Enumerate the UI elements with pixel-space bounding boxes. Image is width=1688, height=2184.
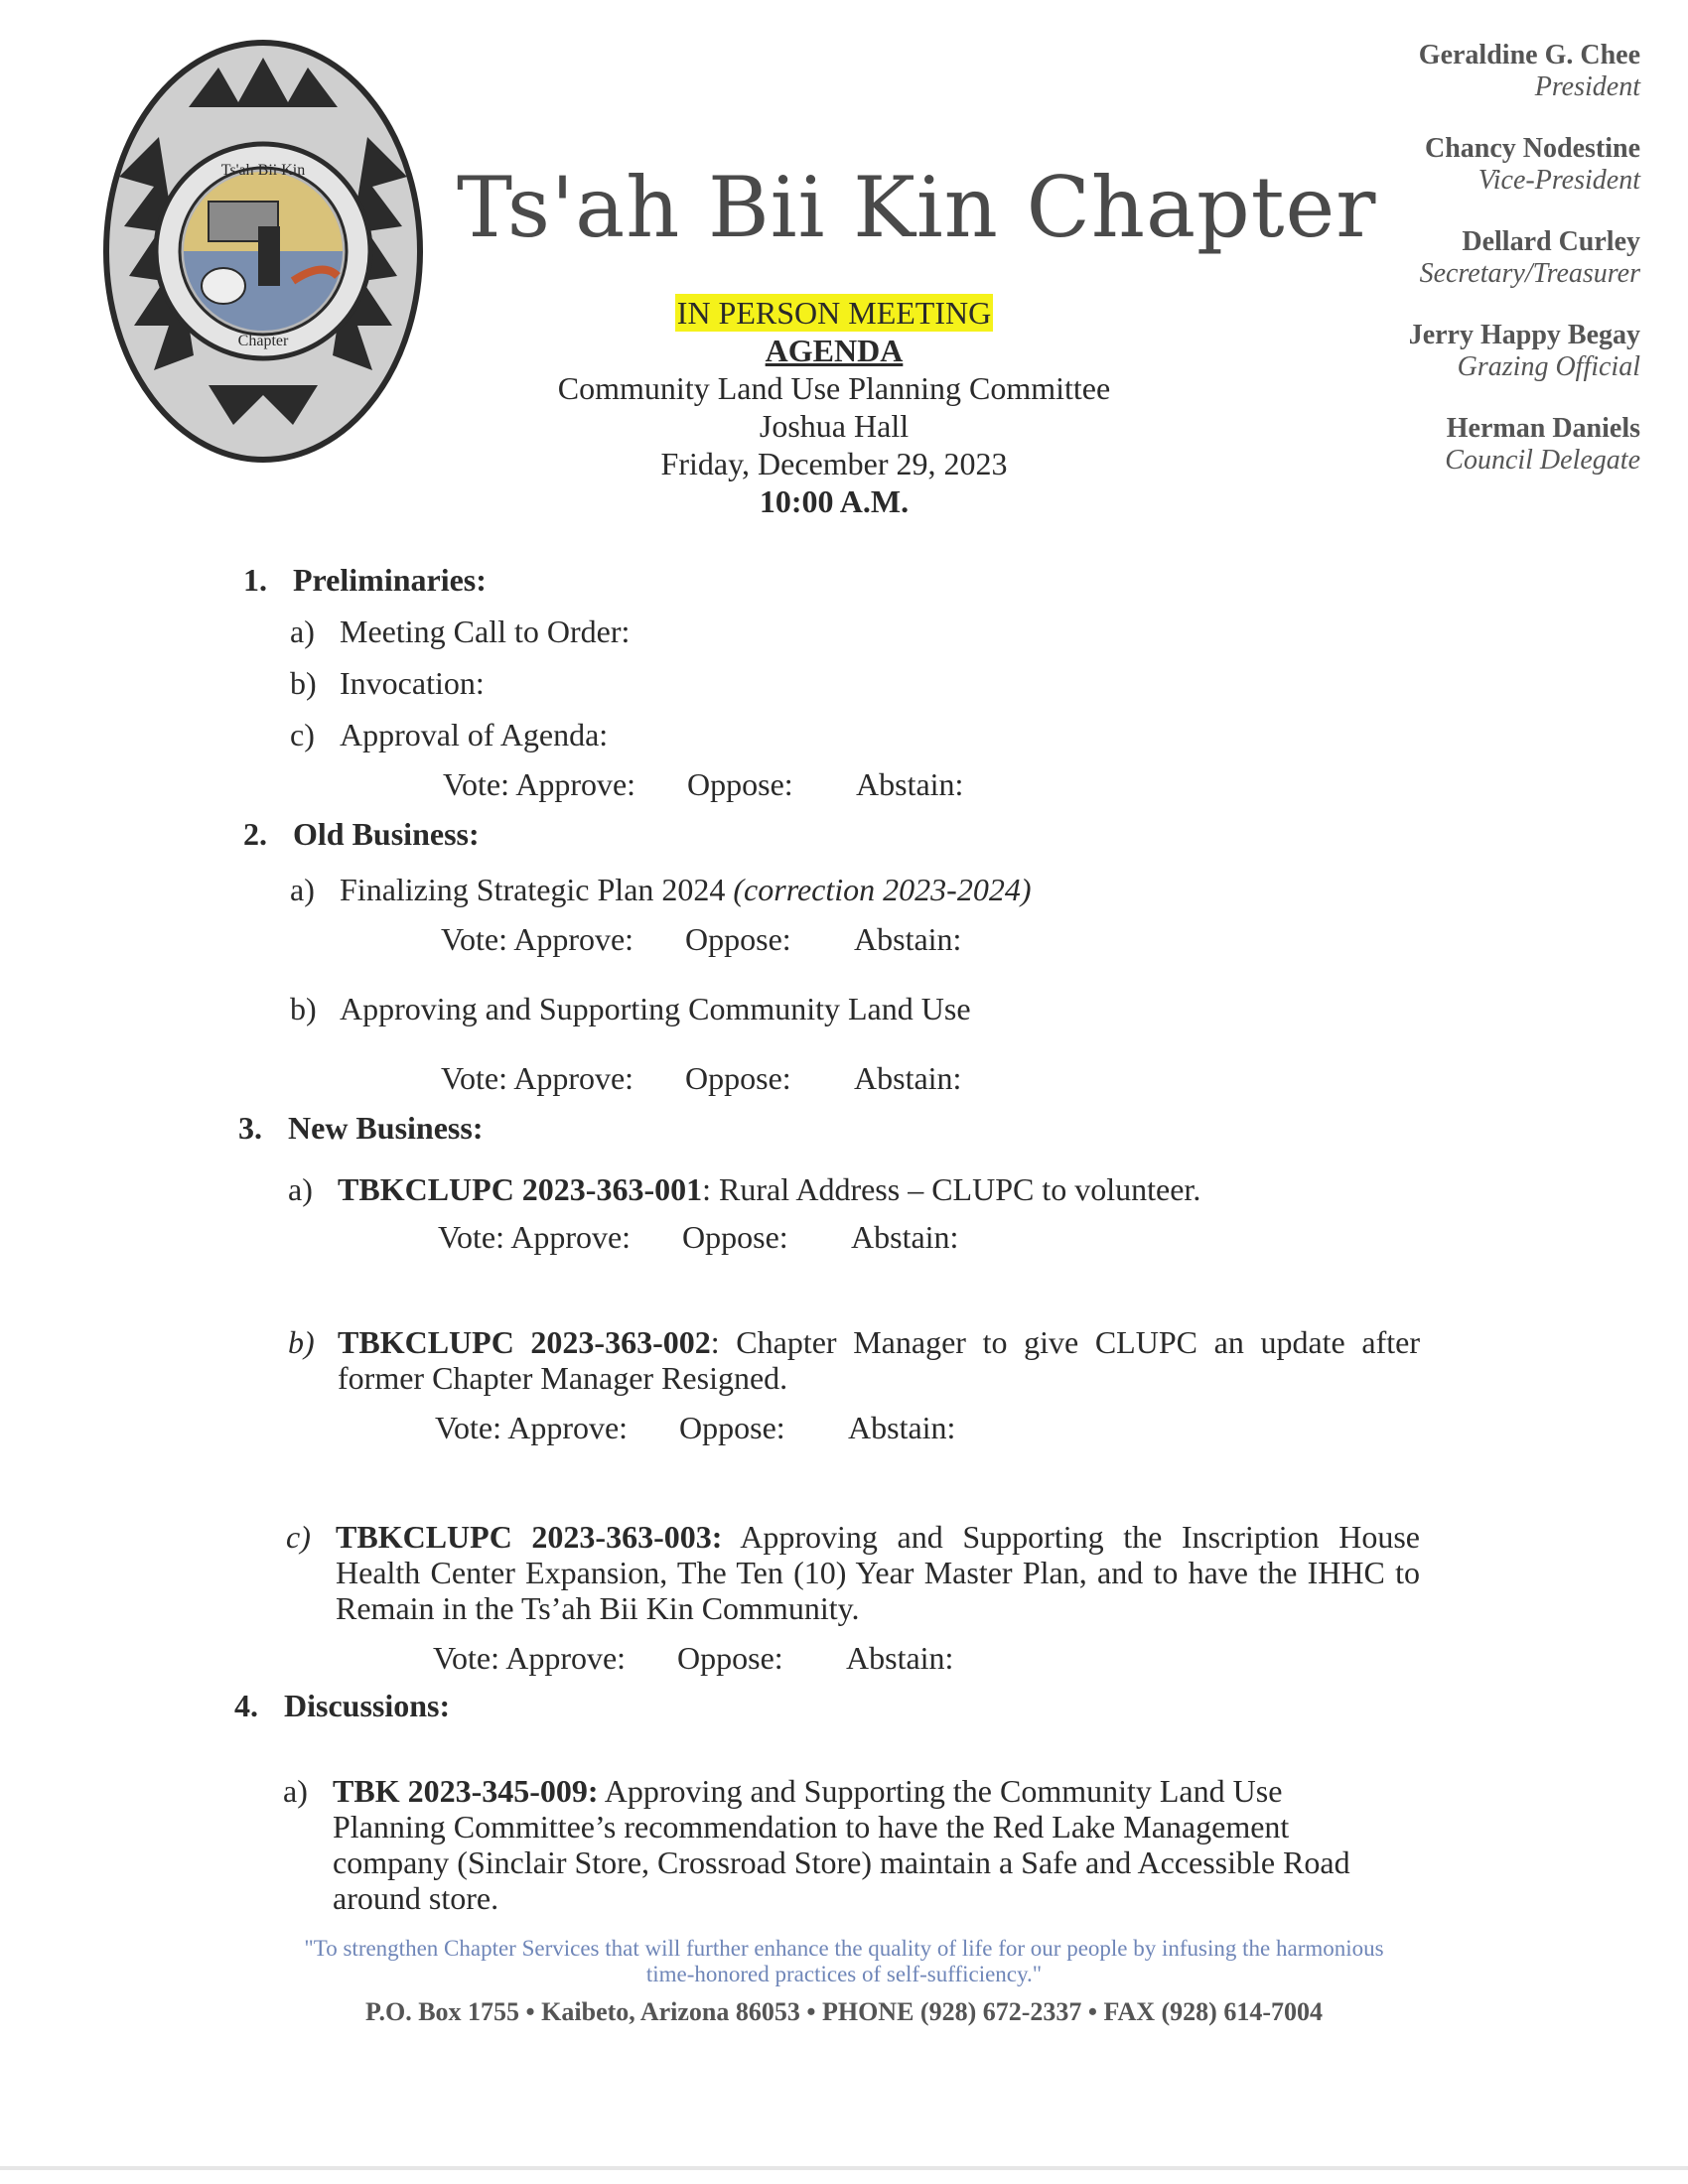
agenda-item [290,614,630,649]
item-text: Approving and Supporting Community Land Use [340,991,971,1026]
item-text: Invocation: [340,665,485,701]
officer-name: Chancy Nodestine [1424,133,1640,164]
agenda-item [290,665,485,701]
vote-line [435,1410,955,1446]
agenda-label: AGENDA [765,333,904,368]
vote-oppose-label: Oppose: [685,921,791,957]
item-note: (correction 2023-2024) [733,872,1032,907]
vote-line [438,1219,958,1256]
meeting-type-highlight: IN PERSON MEETING [676,295,992,331]
agenda-item [290,991,971,1026]
officer-name: Dellard Curley [1462,226,1640,257]
vote-approve-label: Vote: Approve: [433,1640,627,1676]
agenda-item [286,1519,1421,1626]
officer-name: Geraldine G. Chee [1418,40,1640,70]
officer-title: Secretary/Treasurer [1419,258,1640,289]
section-title: Discussions: [284,1688,451,1723]
officer-name: Herman Daniels [1446,413,1640,444]
vote-approve-label: Vote: Approve: [441,1060,634,1096]
item-letter: a) [288,1171,313,1207]
item-letter: b) [290,991,317,1026]
vote-approve-label: Vote: Approve: [443,766,636,802]
vote-oppose-label: Oppose: [679,1410,785,1445]
seal-top-text: Ts'ah Bii Kin [220,162,306,179]
item-code: TBKCLUPC 2023-363-002 [338,1324,711,1360]
item-letter: a) [283,1773,308,1809]
section-title: Old Business: [293,816,480,852]
item-letter: b) [288,1324,315,1360]
vote-line [443,766,963,803]
agenda-item [290,717,608,752]
item-code: TBKCLUPC 2023-363-001 [338,1171,703,1207]
scan-edge-divider [0,2166,1688,2170]
item-letter: c) [290,717,315,752]
vote-approve-label: Vote: Approve: [438,1219,632,1255]
vote-abstain-label: Abstain: [846,1640,954,1676]
vote-line [441,921,961,958]
vote-abstain-label: Abstain: [851,1219,959,1255]
section-heading [243,816,480,853]
section-number: 1. [243,562,267,598]
officer-title: Vice-President [1477,165,1640,196]
section-number: 4. [234,1688,258,1723]
agenda-item [290,872,1031,907]
vote-abstain-label: Abstain: [856,766,964,802]
section-heading [243,562,487,599]
section-title: Preliminaries: [293,562,487,598]
item-text: Approval of Agenda: [340,717,609,752]
vote-approve-label: Vote: Approve: [435,1410,629,1445]
item-text: Approving and Supporting the Inscription House Health Center Expansion, The Ten (10) Year Master Plan, and to have the IHHC to Remain in the Ts’ah Bii Kin Community. [336,1519,1421,1626]
vote-oppose-label: Oppose: [685,1060,791,1096]
item-text: Finalizing Strategic Plan 2024 [340,872,726,907]
seal-bottom-text: Chapter [237,333,289,349]
vote-line [441,1060,961,1097]
meeting-location: Joshua Hall [759,408,910,444]
officer-title: Council Delegate [1445,445,1640,476]
vote-oppose-label: Oppose: [682,1219,788,1255]
vote-line [433,1640,953,1677]
item-text: : Rural Address – CLUPC to volunteer. [702,1171,1201,1207]
item-letter: a) [290,872,315,907]
section-number: 2. [243,816,267,852]
chapter-motto: "To strengthen Chapter Services that will further enhance the quality of life for our people by infusing the harmonious time-honored practices of self-sufficiency." [304,1936,1384,1986]
chapter-title: Ts'ah Bii Kin Chapter [457,159,1377,256]
vote-oppose-label: Oppose: [687,766,793,802]
item-text: Meeting Call to Order: [340,614,631,649]
section-title: New Business: [288,1110,484,1146]
item-code: TBK 2023-345-009: [333,1773,599,1809]
agenda-item [288,1171,1200,1207]
agenda-item [283,1773,1395,1916]
vote-abstain-label: Abstain: [848,1410,956,1445]
item-code: TBKCLUPC 2023-363-003: [336,1519,723,1555]
committee-name: Community Land Use Planning Committee [557,370,1111,406]
officer-title: Grazing Official [1457,351,1640,382]
item-text: Approving and Supporting the Community Land Use Planning Committee’s recommendation to have the Red Lake Management company (Sinclair Store, Crossroad Store) maintain a Safe and Accessible Road around store. [333,1773,1350,1916]
agenda-item [288,1324,1421,1396]
vote-abstain-label: Abstain: [854,1060,962,1096]
vote-abstain-label: Abstain: [854,921,962,957]
officer-title: President [1534,71,1640,102]
vote-approve-label: Vote: Approve: [441,921,634,957]
meeting-time: 10:00 A.M. [759,483,910,519]
item-letter: c) [286,1519,311,1555]
section-heading [238,1110,483,1147]
section-number: 3. [238,1110,262,1146]
section-heading [234,1688,450,1724]
item-letter: a) [290,614,315,649]
officer-name: Jerry Happy Begay [1408,320,1640,350]
chapter-address: P.O. Box 1755 • Kaibeto, Arizona 86053 • PHONE (928) 672-2337 • FAX (928) 614-7004 [365,1997,1323,2026]
vote-oppose-label: Oppose: [677,1640,783,1676]
item-letter: b) [290,665,317,701]
meeting-date: Friday, December 29, 2023 [660,446,1008,481]
item-text: : Chapter Manager to give CLUPC an update after former Chapter Manager Resigned. [338,1324,1421,1396]
